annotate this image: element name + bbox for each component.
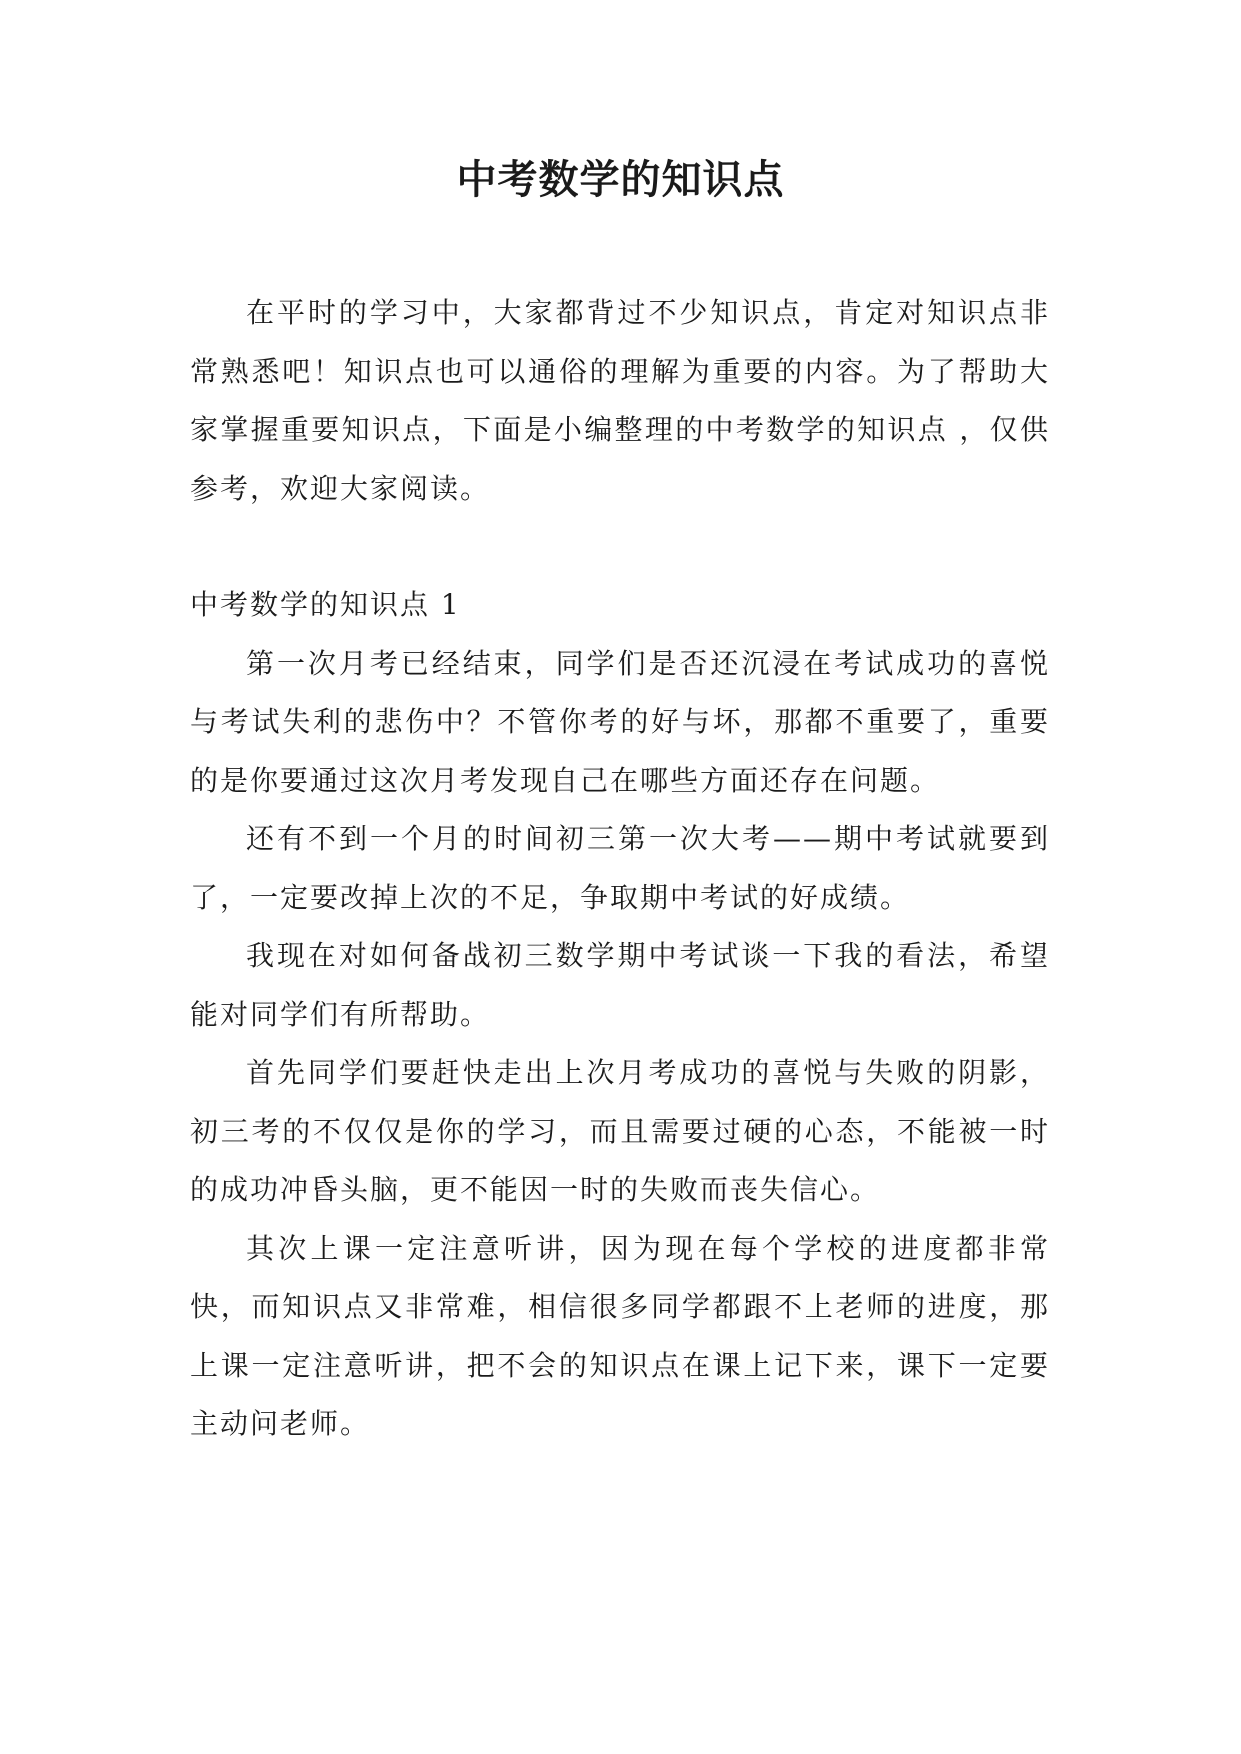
document-body (190, 284, 1050, 1454)
body-paragraph: 其次上课一定注意听讲，因为现在每个学校的进度都非常快，而知识点又非常难，相信很多同学都跟不上老师的进度，那上课一定注意听讲，把不会的知识点在课上记下来，课下一定要主动问老师。 (190, 1231, 1050, 1440)
section-heading: 中考数学的知识点 1 (190, 588, 461, 621)
document-title: 中考数学的知识点 (456, 157, 785, 203)
body-paragraph: 还有不到一个月的时间初三第一次大考——期中考试就要到了，一定要改掉上次的不足，争取期中考试的好成绩。 (190, 822, 1050, 914)
body-paragraph: 我现在对如何备战初三数学期中考试谈一下我的看法，希望能对同学们有所帮助。 (190, 939, 1050, 1031)
body-paragraph: 第一次月考已经结束，同学们是否还沉浸在考试成功的喜悦与考试失利的悲伤中？不管你考的好与坏，那都不重要了，重要的是你要通过这次月考发现自己在哪些方面还存在问题。 (190, 646, 1050, 797)
intro-paragraph: 在平时的学习中，大家都背过不少知识点，肯定对知识点非常熟悉吧！知识点也可以通俗的理解为重要的内容。为了帮助大家掌握重要知识点，下面是小编整理的中考数学的知识点 ，仅供参考，欢迎大家阅读。 (190, 296, 1050, 505)
body-paragraph: 首先同学们要赶快走出上次月考成功的喜悦与失败的阴影，初三考的不仅仅是你的学习，而且需要过硬的心态，不能被一时的成功冲昏头脑，更不能因一时的失败而丧失信心。 (190, 1056, 1050, 1206)
